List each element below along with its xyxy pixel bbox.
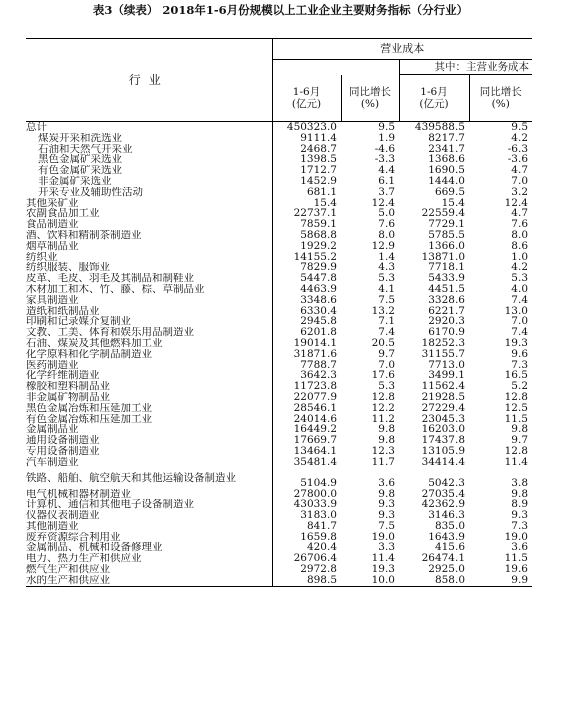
industry-name-cell: 皮革、毛皮、羽毛及其制品和制鞋业	[26, 273, 272, 284]
main-cost-value-cell: 1366.0	[428, 240, 465, 252]
main-cost-growth-cell: 4.2	[511, 262, 528, 274]
table-row	[26, 252, 532, 263]
industry-name-cell: 汽车制造业	[26, 457, 272, 468]
table-row	[26, 144, 532, 155]
main-cost-growth-cell: 19.6	[504, 564, 528, 575]
cost-value-cell: 9111.4	[300, 132, 337, 144]
cost-value-cell: 7859.1	[300, 219, 337, 230]
industry-name-cell: 纺织服装、服饰业	[26, 262, 272, 273]
industry-name-cell: 开采专业及辅助性活动	[26, 187, 272, 198]
cost-value-cell: 6330.4	[300, 305, 337, 317]
cost-growth-cell: 4.4	[378, 165, 395, 176]
cost-growth-cell: 12.4	[371, 197, 395, 209]
main-cost-growth-cell: 9.8	[511, 488, 528, 500]
main-cost-value-cell: 7718.1	[428, 262, 465, 274]
cost-growth-cell: 9.5	[378, 121, 395, 133]
main-cost-value-cell: 2925.0	[428, 564, 465, 575]
cost-value-cell: 450323.0	[286, 121, 337, 133]
main-cost-growth-cell: 12.8	[504, 445, 528, 457]
cost-growth-cell: 7.5	[378, 294, 395, 306]
cost-value-cell: 22737.1	[293, 208, 337, 220]
industry-name-cell: 通用设备制造业	[26, 435, 272, 446]
industry-name-cell: 黑色金属矿采选业	[26, 154, 272, 165]
table-row	[26, 338, 532, 349]
cost-value-cell: 31871.6	[293, 348, 337, 360]
cost-growth-cell: 3.7	[378, 186, 395, 198]
table-row	[26, 295, 532, 306]
main-cost-growth-cell: 12.4	[504, 197, 528, 209]
table-row	[26, 316, 532, 327]
cost-value-cell: 22077.9	[293, 391, 337, 403]
main-cost-value-cell: 26474.1	[421, 553, 465, 565]
main-cost-growth-cell: 19.0	[504, 531, 528, 543]
main-cost-value-cell: 1643.9	[428, 531, 465, 543]
industry-name-cell: 黑色金属冶炼和压延加工业	[26, 403, 272, 414]
main-cost-value-cell: 31155.7	[421, 348, 465, 360]
cost-value-cell: 5104.9	[300, 477, 337, 489]
main-cost-growth-cell: 16.5	[504, 370, 528, 382]
cost-value-cell: 2972.8	[300, 564, 337, 575]
main-cost-growth-cell: 9.6	[511, 348, 528, 360]
table-row	[26, 262, 532, 273]
financial-indicators-table	[26, 38, 532, 587]
table-row	[26, 219, 532, 230]
cost-growth-cell: 9.7	[378, 348, 395, 360]
main-cost-value-cell: 23045.3	[421, 413, 465, 425]
main-cost-value-cell: 5042.3	[428, 477, 465, 489]
main-cost-growth-cell: 3.6	[511, 542, 528, 554]
table-row	[26, 564, 532, 575]
cost-growth-cell: 7.1	[378, 316, 395, 328]
table-row	[26, 349, 532, 360]
main-cost-value-cell: 3328.6	[428, 294, 465, 306]
main-cost-growth-cell: 7.0	[511, 175, 528, 187]
cost-value-cell: 7788.7	[300, 359, 337, 371]
table-row	[26, 392, 532, 403]
industry-name-cell: 水的生产和供应业	[26, 575, 272, 586]
industry-name-cell: 烟草制品业	[26, 241, 272, 252]
table-row	[26, 133, 532, 144]
cost-value-cell: 13464.1	[293, 445, 337, 457]
industry-name-cell: 专用设备制造业	[26, 446, 272, 457]
cost-growth-cell: 4.3	[378, 262, 395, 274]
main-cost-growth-cell: 3.2	[511, 186, 528, 198]
table-row	[26, 273, 532, 284]
cost-value-cell: 27800.0	[293, 488, 337, 500]
cost-value-cell: 43033.9	[293, 499, 337, 511]
main-cost-value-cell: 34414.4	[421, 456, 465, 468]
main-cost-value-cell: 415.6	[434, 542, 465, 554]
industry-name-cell: 食品制造业	[26, 219, 272, 230]
cost-growth-cell: 5.3	[378, 273, 395, 284]
cost-value-cell: 898.5	[272, 575, 341, 586]
table-row	[26, 424, 532, 435]
table-row	[26, 154, 532, 165]
cost-growth-cell: 12.3	[371, 445, 395, 457]
col-header-growth-main: 同比增长 (%)	[469, 75, 532, 122]
industry-name-cell: 其他采矿业	[26, 198, 272, 209]
main-cost-value-cell: 1444.0	[428, 175, 465, 187]
cost-growth-cell: 4.1	[378, 283, 395, 295]
main-cost-growth-cell: 8.9	[511, 499, 528, 511]
table-row	[26, 360, 532, 371]
industry-name-cell: 电气机械和器材制造业	[26, 489, 272, 500]
table-row	[26, 414, 532, 425]
cost-growth-cell: 5.3	[378, 381, 395, 392]
cost-value-cell: 1929.2	[300, 240, 337, 252]
cost-value-cell: 16449.2	[293, 424, 337, 436]
main-cost-value-cell: 1690.5	[428, 165, 465, 176]
col-header-growth-cost: 同比增长 (%)	[341, 75, 399, 122]
table-row	[26, 187, 532, 198]
table-row	[26, 499, 532, 510]
industry-name-cell: 铁路、船舶、航空航天和其他运输设备制造业	[26, 468, 272, 489]
cost-value-cell: 4463.9	[300, 283, 337, 295]
main-cost-growth-cell: 4.7	[511, 208, 528, 220]
cost-value-cell: 28546.1	[293, 402, 337, 414]
cost-growth-cell: 5.0	[378, 208, 395, 220]
cost-growth-cell: 7.4	[378, 327, 395, 338]
main-cost-value-cell: 17437.8	[421, 435, 465, 446]
cost-value-cell: 19014.1	[293, 337, 337, 349]
table-row	[26, 468, 532, 489]
table-row	[26, 381, 532, 392]
cost-value-cell: 24014.6	[293, 413, 337, 425]
cost-value-cell: 7829.9	[300, 262, 337, 274]
main-cost-value-cell: 835.0	[434, 520, 465, 532]
main-cost-value-cell: 5433.9	[428, 273, 465, 284]
industry-name-cell: 化学原料和化学制品制造业	[26, 349, 272, 360]
cost-value-cell: 1398.5	[300, 154, 337, 166]
cost-growth-cell: 9.8	[378, 435, 395, 446]
table-row	[26, 327, 532, 338]
main-cost-value-cell: 42362.9	[421, 499, 465, 511]
main-cost-growth-cell: 12.8	[504, 391, 528, 403]
cost-growth-cell: 12.9	[371, 240, 395, 252]
cost-growth-cell: 19.0	[371, 531, 395, 543]
table-row	[26, 208, 532, 219]
industry-name-cell: 家具制造业	[26, 295, 272, 306]
main-cost-growth-cell: 7.4	[511, 327, 528, 338]
main-cost-value-cell: 22559.4	[421, 208, 465, 220]
cost-growth-cell: -3.3	[374, 154, 395, 166]
industry-name-cell: 有色金属冶炼和压延加工业	[26, 414, 272, 425]
table-row	[26, 542, 532, 553]
cost-value-cell: 15.4	[313, 197, 337, 209]
main-cost-growth-cell: 12.5	[504, 402, 528, 414]
industry-name-cell: 造纸和纸制品业	[26, 306, 272, 317]
main-cost-growth-cell: 8.6	[511, 240, 528, 252]
industry-name-cell: 非金属矿物制品业	[26, 392, 272, 403]
industry-name-cell: 电力、热力生产和供应业	[26, 553, 272, 564]
industry-name-cell: 有色金属矿采选业	[26, 165, 272, 176]
main-cost-growth-cell: 5.3	[511, 273, 528, 284]
table-row	[26, 435, 532, 446]
industry-name-cell: 非金属矿采选业	[26, 176, 272, 187]
industry-name-cell: 煤炭开采和洗选业	[26, 133, 272, 144]
main-cost-growth-cell: 7.6	[511, 219, 528, 230]
table-row	[26, 230, 532, 241]
industry-name-cell: 废弃资源综合利用业	[26, 532, 272, 543]
main-cost-growth-cell: 3.8	[511, 477, 528, 489]
table-row	[26, 489, 532, 500]
main-cost-growth-cell: 7.3	[511, 359, 528, 371]
main-cost-growth-cell: 4.2	[511, 132, 528, 144]
main-cost-growth-cell: 11.4	[504, 456, 528, 468]
cost-growth-cell: 7.0	[378, 359, 395, 371]
main-cost-growth-cell: 9.7	[511, 435, 528, 446]
cost-growth-cell: 7.5	[378, 520, 395, 532]
cost-value-cell: 841.7	[306, 520, 337, 532]
cost-value-cell: 5868.8	[300, 229, 337, 241]
cost-growth-cell: 11.2	[371, 413, 395, 425]
cost-growth-cell: 9.8	[378, 488, 395, 500]
cost-value-cell: 5447.8	[300, 273, 337, 284]
main-cost-growth-cell: 19.3	[504, 337, 528, 349]
main-cost-growth-cell: 7.3	[511, 520, 528, 532]
cost-value-cell: 26706.4	[293, 553, 337, 565]
table-row	[26, 370, 532, 381]
main-cost-growth-cell: -6.3	[507, 143, 528, 155]
cost-growth-cell: 1.4	[378, 251, 395, 263]
table-row	[26, 284, 532, 295]
main-cost-growth-cell: 13.0	[504, 305, 528, 317]
cost-value-cell: 681.1	[306, 186, 337, 198]
main-cost-growth-cell: 1.0	[511, 251, 528, 263]
main-cost-value-cell: 27035.4	[421, 488, 465, 500]
cost-growth-cell: 9.8	[378, 424, 395, 436]
cost-value-cell: 420.4	[306, 542, 337, 554]
cost-value-cell: 1452.9	[300, 175, 337, 187]
main-cost-value-cell: 4451.5	[428, 283, 465, 295]
industry-name-cell: 石油、煤炭及其他燃料加工业	[26, 338, 272, 349]
table-row	[26, 510, 532, 521]
main-cost-growth-cell: -3.6	[507, 154, 528, 166]
main-cost-value-cell: 8217.7	[428, 132, 465, 144]
cost-growth-cell: 20.5	[371, 337, 395, 349]
main-cost-growth-cell: 9.9	[469, 575, 532, 586]
industry-name-cell: 医药制造业	[26, 360, 272, 371]
cost-value-cell: 3183.0	[300, 510, 337, 521]
table-row	[26, 165, 532, 176]
cost-growth-cell: 7.6	[378, 219, 395, 230]
industry-name-cell: 木材加工和木、竹、藤、棕、草制品业	[26, 284, 272, 295]
cost-value-cell: 3348.6	[300, 294, 337, 306]
main-cost-value-cell: 13871.0	[421, 251, 465, 263]
main-cost-growth-cell: 11.5	[504, 413, 528, 425]
main-cost-value-cell: 3499.1	[428, 370, 465, 382]
industry-name-cell: 石油和天然气开采业	[26, 144, 272, 155]
table-row	[26, 532, 532, 543]
main-cost-value-cell: 27229.4	[421, 402, 465, 414]
table-row	[26, 176, 532, 187]
industry-name-cell: 橡胶和塑料制品业	[26, 381, 272, 392]
industry-name-cell: 其他制造业	[26, 521, 272, 532]
main-cost-value-cell: 2341.7	[428, 143, 465, 155]
cost-growth-cell: 9.3	[378, 510, 395, 521]
industry-header: 行业	[26, 39, 272, 122]
main-cost-growth-cell: 4.7	[511, 165, 528, 176]
cost-growth-cell: 17.6	[371, 370, 395, 382]
industry-name-cell: 金属制品业	[26, 424, 272, 435]
industry-name-cell: 文教、工美、体育和娱乐用品制造业	[26, 327, 272, 338]
main-cost-growth-cell: 9.3	[511, 510, 528, 521]
main-cost-value-cell: 7729.1	[428, 219, 465, 230]
cost-value-cell: 14155.2	[293, 251, 337, 263]
main-cost-growth-cell: 7.0	[511, 316, 528, 328]
main-cost-growth-cell: 9.8	[511, 424, 528, 436]
main-cost-growth-cell: 5.2	[511, 381, 528, 392]
table-row	[26, 241, 532, 252]
industry-name-cell: 总计	[26, 122, 272, 133]
industry-name-cell: 计算机、通信和其他电子设备制造业	[26, 499, 272, 510]
cost-growth-cell: 10.0	[341, 575, 399, 586]
main-cost-value-cell: 7713.0	[428, 359, 465, 371]
main-cost-growth-cell: 9.5	[511, 121, 528, 133]
main-cost-value-cell: 3146.3	[428, 510, 465, 521]
cost-growth-cell: 11.7	[371, 456, 395, 468]
table-row	[26, 446, 532, 457]
main-cost-growth-cell: 7.4	[511, 294, 528, 306]
main-cost-value-cell: 1368.6	[428, 154, 465, 166]
main-cost-growth-cell: 4.0	[511, 283, 528, 295]
table-row	[26, 575, 532, 586]
table-row	[26, 403, 532, 414]
table-row	[26, 521, 532, 532]
cost-value-cell: 6201.8	[300, 327, 337, 338]
cost-growth-cell: 3.3	[378, 542, 395, 554]
industry-name-cell: 仪器仪表制造业	[26, 510, 272, 521]
col-header-period-main: 1-6月 (亿元)	[399, 75, 469, 122]
industry-name-cell: 农副食品加工业	[26, 208, 272, 219]
industry-name-cell: 金属制品、机械和设备修理业	[26, 542, 272, 553]
cost-value-cell: 17669.7	[293, 435, 337, 446]
main-cost-value-cell: 18252.3	[421, 337, 465, 349]
main-business-cost-header: 其中：主营业务成本	[399, 60, 532, 75]
industry-name-cell: 化学纤维制造业	[26, 370, 272, 381]
cost-growth-cell: 19.3	[371, 564, 395, 575]
main-cost-value-cell: 13105.9	[421, 445, 465, 457]
industry-name-cell: 酒、饮料和精制茶制造业	[26, 230, 272, 241]
main-cost-value-cell: 15.4	[441, 197, 465, 209]
col-header-period-cost: 1-6月 (亿元)	[272, 75, 341, 122]
cost-growth-cell: 9.3	[378, 499, 395, 511]
cost-value-cell: 35481.4	[293, 456, 337, 468]
table-row	[26, 457, 532, 468]
cost-value-cell: 1659.8	[300, 531, 337, 543]
industry-name-cell: 印刷和记录媒介复制业	[26, 316, 272, 327]
cost-growth-cell: 12.8	[371, 391, 395, 403]
table-row	[26, 553, 532, 564]
cost-value-cell: 3642.3	[300, 370, 337, 382]
revenue-cost-header: 营业成本	[272, 39, 532, 60]
cost-growth-cell: 6.1	[378, 175, 395, 187]
main-cost-value-cell: 5785.5	[428, 229, 465, 241]
table-row	[26, 122, 532, 133]
cost-growth-cell: 13.2	[371, 305, 395, 317]
cost-value-cell: 1712.7	[300, 165, 337, 176]
main-cost-value-cell: 439588.5	[414, 121, 465, 133]
cost-value-cell: 2945.8	[300, 316, 337, 328]
industry-name-cell: 纺织业	[26, 252, 272, 263]
table-row	[26, 198, 532, 209]
main-cost-value-cell: 21928.5	[421, 391, 465, 403]
cost-growth-cell: 8.0	[378, 229, 395, 241]
main-cost-value-cell: 6170.9	[428, 327, 465, 338]
main-cost-value-cell: 858.0	[399, 575, 469, 586]
cost-growth-cell: 1.9	[378, 132, 395, 144]
page-title: 表3（续表） 2018年1-6月份规模以上工业企业主要财务指标（分行业）	[92, 3, 469, 17]
main-cost-value-cell: 11562.4	[421, 381, 465, 392]
main-cost-value-cell: 669.5	[434, 186, 465, 198]
cost-growth-cell: -4.6	[374, 143, 395, 155]
main-cost-value-cell: 6221.7	[428, 305, 465, 317]
cost-growth-cell: 11.4	[371, 553, 395, 565]
cost-growth-cell: 3.6	[378, 477, 395, 489]
main-cost-value-cell: 16203.0	[421, 424, 465, 436]
cost-value-cell: 2468.7	[300, 143, 337, 155]
cost-value-cell: 11723.8	[293, 381, 337, 392]
industry-name-cell: 燃气生产和供应业	[26, 564, 272, 575]
table-row	[26, 306, 532, 317]
cost-growth-cell: 12.2	[371, 402, 395, 414]
main-cost-growth-cell: 8.0	[511, 229, 528, 241]
main-cost-value-cell: 2920.3	[428, 316, 465, 328]
main-cost-growth-cell: 11.5	[504, 553, 528, 565]
